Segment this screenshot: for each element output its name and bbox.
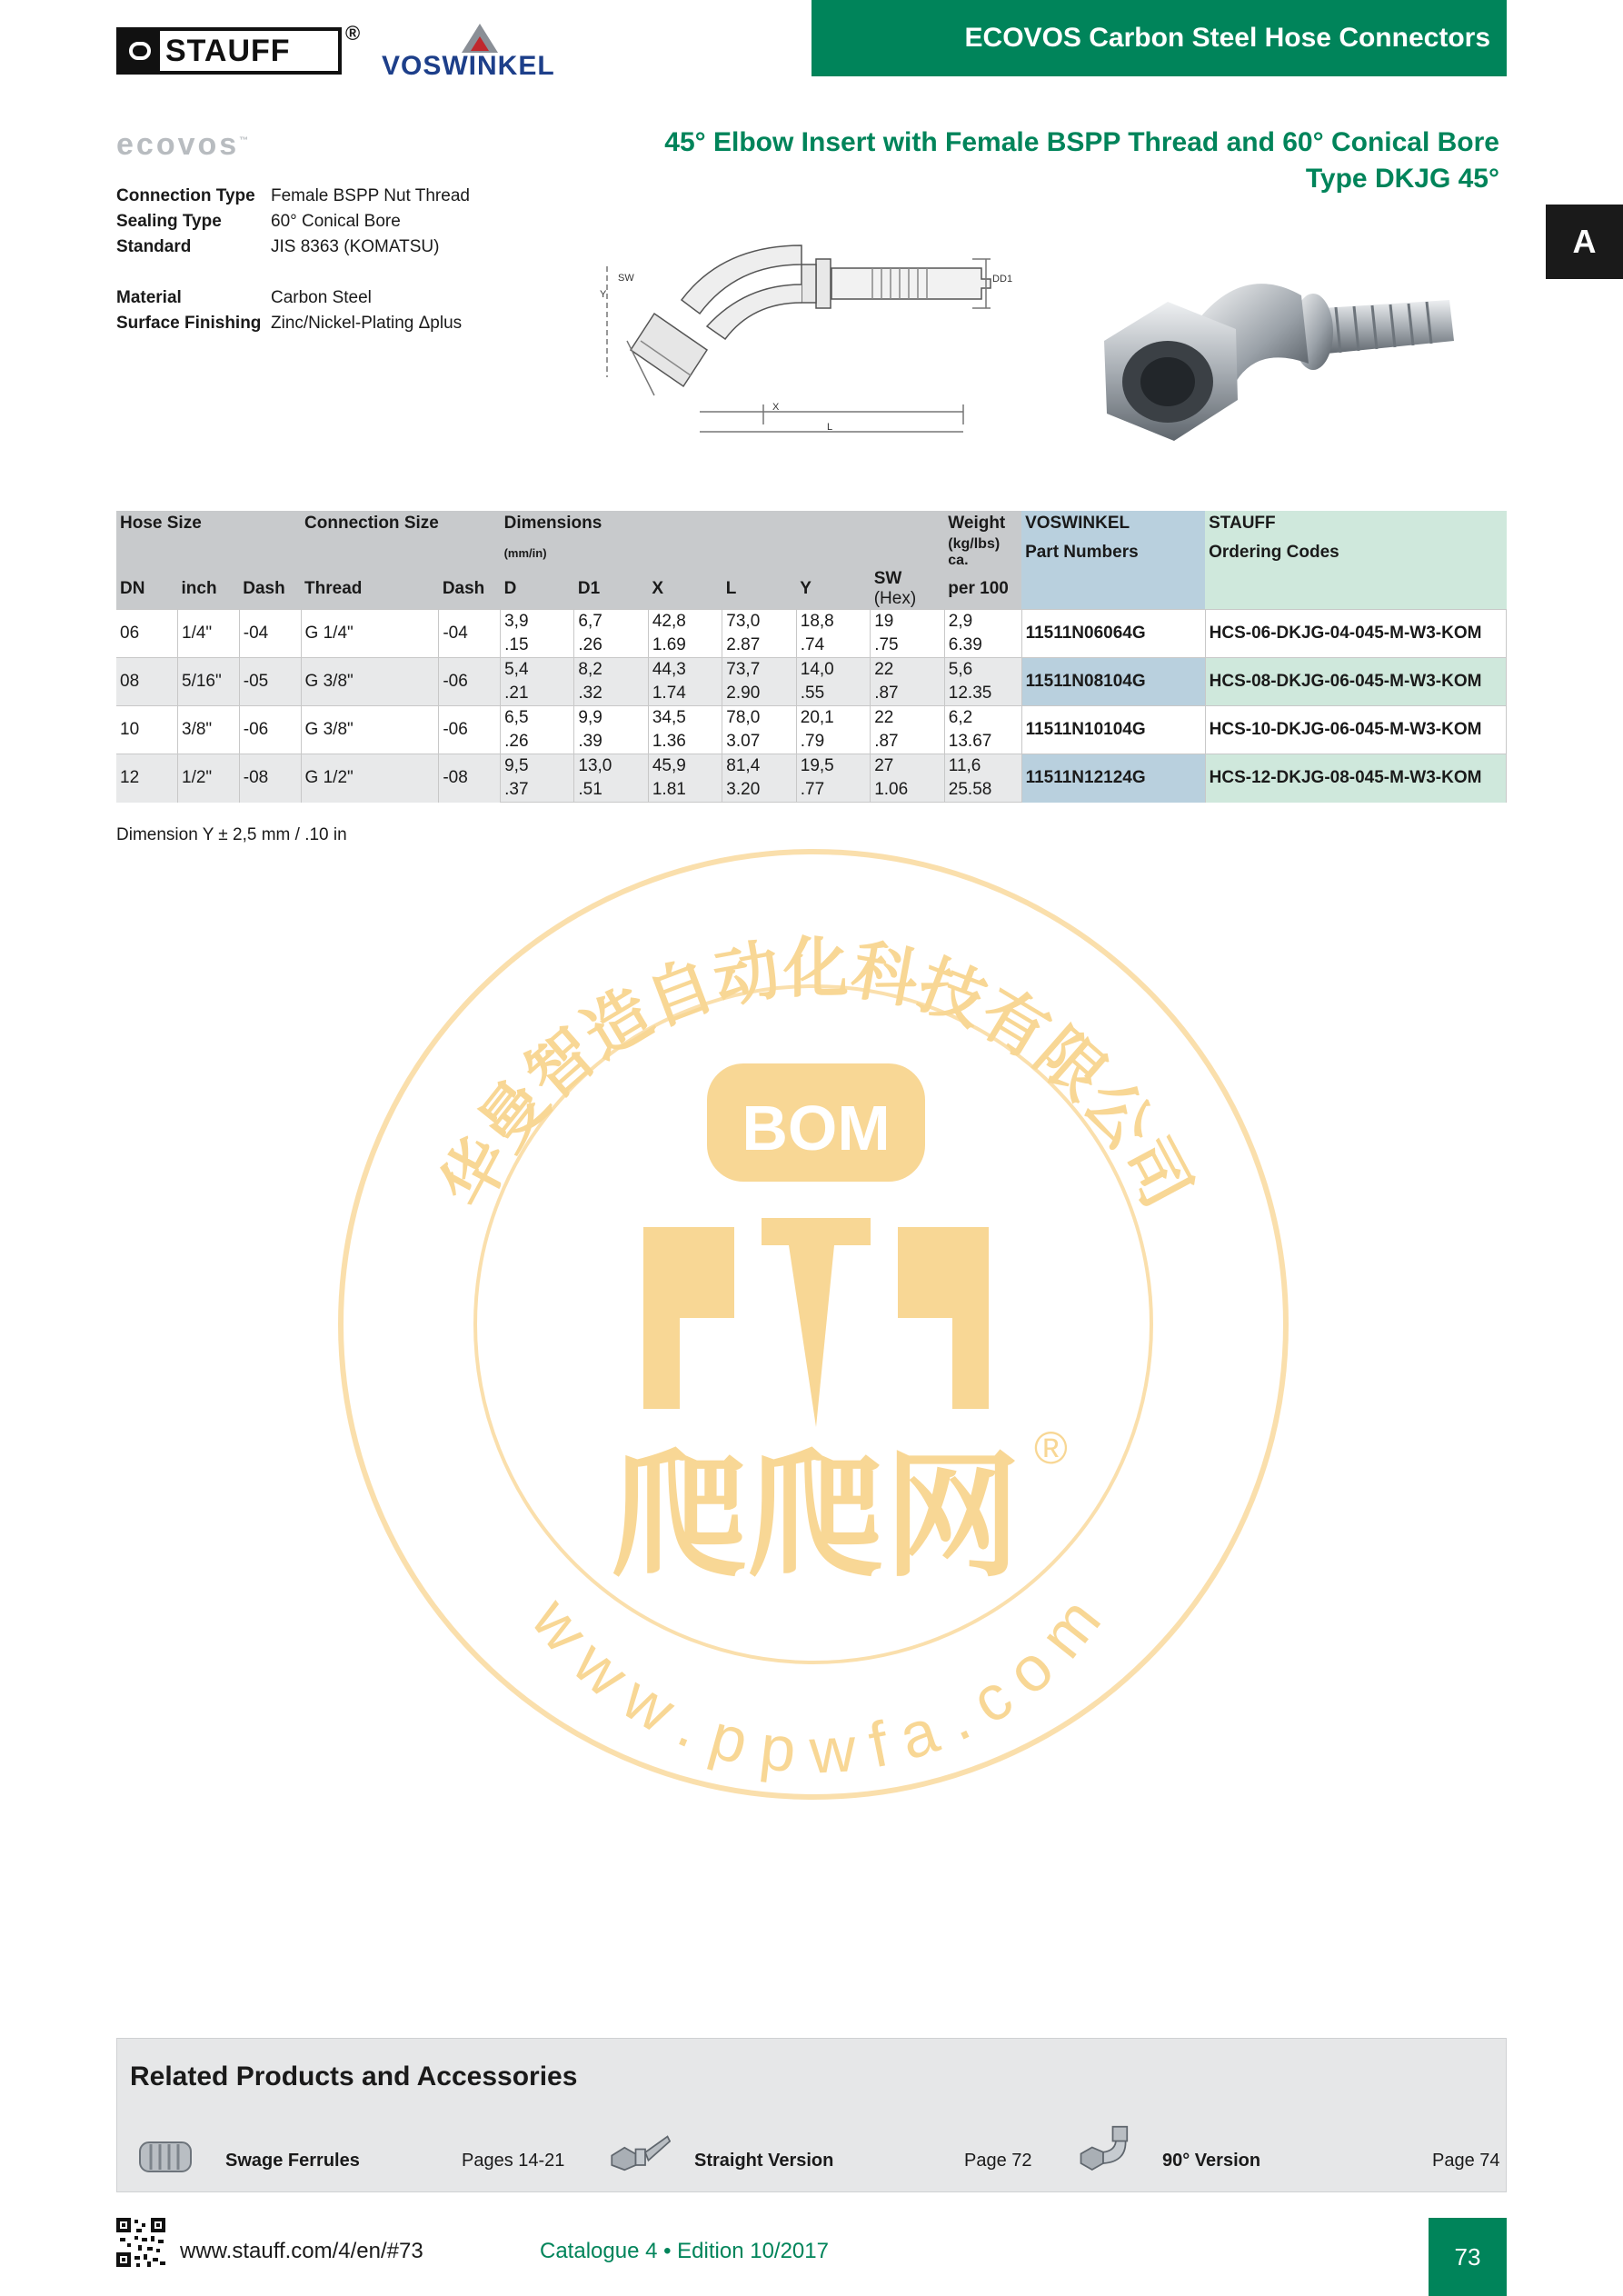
drawing-label-l: L [827, 422, 833, 433]
header-banner: ECOVOS Carbon Steel Hose Connectors [812, 0, 1507, 76]
cell-d1-mm: 6,7 [574, 610, 648, 634]
cell-sw-mm: 27 [871, 754, 945, 779]
ecovos-logo: ecovos™ [116, 127, 252, 162]
col-thread: Thread [301, 569, 439, 610]
col-d: D [501, 569, 574, 610]
cell-y-in: .55 [796, 682, 870, 706]
header-stauff: STAUFF [1205, 511, 1506, 536]
cell-y-mm: 20,1 [796, 706, 870, 731]
cell-d-in: .37 [501, 778, 574, 803]
watermark [334, 845, 1292, 1803]
drawing-label-d1: D1 [1000, 274, 1013, 285]
related-item-page[interactable]: Pages 14-21 [462, 2151, 565, 2171]
col-connection-dash: Dash [439, 569, 501, 610]
ecovos-logo-text: ecovos [116, 127, 240, 162]
cell-weight-kg: 6,2 [944, 706, 1021, 731]
ninety-version-thumb-icon[interactable] [1078, 2125, 1141, 2176]
cell-dn: 10 [116, 706, 178, 754]
col-d1: D1 [574, 569, 648, 610]
cell-thread: G 3/8" [301, 706, 439, 754]
cell-x-mm: 42,8 [648, 610, 722, 634]
registered-mark: ® [345, 22, 361, 45]
spec-row [116, 237, 439, 257]
header-connection-size: Connection Size [301, 511, 501, 536]
technical-drawing [600, 214, 1018, 441]
cell-dn: 08 [116, 658, 178, 706]
watermark-brand: 爬爬网 [611, 1438, 1021, 1596]
cell-weight-lbs: 13.67 [944, 730, 1021, 754]
cell-l-in: 3.20 [722, 778, 796, 803]
cell-l-mm: 73,7 [722, 658, 796, 683]
cell-l-mm: 78,0 [722, 706, 796, 731]
stauff-logo-text: STAUFF [165, 33, 291, 68]
cell-inch: 1/2" [178, 754, 240, 803]
cell-d-mm: 3,9 [501, 610, 574, 634]
footer-catalogue: Catalogue 4 • Edition 10/2017 [540, 2239, 829, 2263]
stauff-logo [116, 27, 342, 75]
cell-weight-kg: 11,6 [944, 754, 1021, 779]
header-weight: Weight [944, 511, 1021, 536]
cell-stauff-code[interactable]: HCS-10-DKJG-06-045-M-W3-KOM [1205, 706, 1506, 754]
cell-dash: -04 [239, 610, 301, 658]
col-sw [871, 569, 945, 610]
cell-sw-mm: 19 [871, 610, 945, 634]
cell-y-in: .79 [796, 730, 870, 754]
product-type: Type DKJG 45° [1305, 164, 1499, 194]
table-row [116, 706, 1507, 731]
spec-label: Surface Finishing [116, 314, 262, 333]
drawing-label-x: X [772, 402, 780, 413]
section-tab[interactable]: A [1546, 205, 1623, 279]
cell-thread: G 1/2" [301, 754, 439, 803]
header-weight-unit: (kg/lbs) ca. [944, 536, 1021, 569]
qr-code-icon[interactable] [116, 2218, 165, 2267]
related-item-page[interactable]: Page 72 [964, 2151, 1032, 2171]
page-number: 73 [1429, 2218, 1507, 2296]
cell-weight-lbs: 12.35 [944, 682, 1021, 706]
spec-value: 60° Conical Bore [271, 212, 401, 231]
straight-version-thumb-icon[interactable] [607, 2127, 671, 2178]
header-stauff-sub: Ordering Codes [1205, 536, 1506, 569]
cell-stauff-code[interactable]: HCS-08-DKJG-06-045-M-W3-KOM [1205, 658, 1506, 706]
cell-d1-mm: 13,0 [574, 754, 648, 779]
cell-connection-dash: -06 [439, 706, 501, 754]
spec-value: Carbon Steel [271, 288, 372, 307]
watermark-center-text: BOM [742, 1093, 891, 1163]
cell-voswinkel-part[interactable]: 11511N08104G [1021, 658, 1205, 706]
header-dimensions: Dimensions [501, 511, 945, 536]
cell-x-in: 1.69 [648, 634, 722, 658]
cell-x-mm: 45,9 [648, 754, 722, 779]
cell-d-mm: 5,4 [501, 658, 574, 683]
spec-row [116, 314, 462, 334]
table-row [116, 658, 1507, 683]
cell-d1-in: .39 [574, 730, 648, 754]
voswinkel-accent-icon [471, 36, 489, 51]
spec-label: Standard [116, 237, 192, 256]
header-voswinkel: VOSWINKEL [1021, 511, 1205, 536]
spec-value: Zinc/Nickel-Plating Δplus [271, 314, 463, 333]
cell-voswinkel-part[interactable]: 11511N10104G [1021, 706, 1205, 754]
cell-weight-kg: 2,9 [944, 610, 1021, 634]
table-row [116, 754, 1507, 779]
voswinkel-logo [382, 24, 573, 81]
cell-d1-mm: 8,2 [574, 658, 648, 683]
cell-l-in: 3.07 [722, 730, 796, 754]
cell-l-mm: 81,4 [722, 754, 796, 779]
cell-connection-dash: -06 [439, 658, 501, 706]
col-dash: Dash [239, 569, 301, 610]
related-products-title: Related Products and Accessories [130, 2061, 578, 2091]
cell-d1-in: .51 [574, 778, 648, 803]
cell-weight-kg: 5,6 [944, 658, 1021, 683]
header-dimensions-unit: (mm/in) [501, 536, 945, 569]
cell-connection-dash: -08 [439, 754, 501, 803]
cell-y-in: .74 [796, 634, 870, 658]
cell-inch: 1/4" [178, 610, 240, 658]
drawing-label-sw: SW [618, 273, 634, 284]
cell-dash: -08 [239, 754, 301, 803]
cell-d-in: .26 [501, 730, 574, 754]
cell-x-mm: 34,5 [648, 706, 722, 731]
cell-y-mm: 14,0 [796, 658, 870, 683]
cell-stauff-code[interactable]: HCS-12-DKJG-08-045-M-W3-KOM [1205, 754, 1506, 803]
drawing-label-d: D [992, 274, 1000, 285]
header-voswinkel-sub: Part Numbers [1021, 536, 1205, 569]
cell-d-mm: 6,5 [501, 706, 574, 731]
cell-dash: -06 [239, 706, 301, 754]
header-hose-size: Hose Size [116, 511, 301, 536]
voswinkel-logo-text: VOSWINKEL [382, 51, 555, 81]
cell-sw-in: .87 [871, 682, 945, 706]
watermark-url: w w w . p p w f a . c o m [518, 1584, 1114, 1787]
dimension-footnote: Dimension Y ± 2,5 mm / .10 in [116, 825, 347, 844]
col-sw-label: SW [873, 569, 902, 588]
cell-y-mm: 18,8 [796, 610, 870, 634]
cell-d-in: .15 [501, 634, 574, 658]
cell-thread: G 1/4" [301, 610, 439, 658]
cell-sw-in: .87 [871, 730, 945, 754]
cell-dash: -05 [239, 658, 301, 706]
cell-d1-in: .26 [574, 634, 648, 658]
cell-sw-in: .75 [871, 634, 945, 658]
col-per100: per 100 [944, 569, 1021, 610]
related-item-page[interactable]: Page 74 [1432, 2151, 1500, 2171]
swage-ferrule-thumb-icon[interactable] [134, 2131, 198, 2182]
cell-sw-in: 1.06 [871, 778, 945, 803]
table-row [116, 610, 1507, 634]
spec-row [116, 212, 401, 232]
spec-label: Sealing Type [116, 212, 222, 231]
watermark-arc-text: 华曼智造自动化科技有限公司 [426, 930, 1206, 1220]
cell-dn: 06 [116, 610, 178, 658]
cell-stauff-code[interactable]: HCS-06-DKJG-04-045-M-W3-KOM [1205, 610, 1506, 658]
cell-thread: G 3/8" [301, 658, 439, 706]
related-item-label[interactable]: Swage Ferrules [225, 2151, 360, 2171]
watermark-reg: ® [1034, 1423, 1068, 1473]
cell-l-in: 2.90 [722, 682, 796, 706]
cell-d1-mm: 9,9 [574, 706, 648, 731]
cell-l-mm: 73,0 [722, 610, 796, 634]
cell-weight-lbs: 6.39 [944, 634, 1021, 658]
cell-x-mm: 44,3 [648, 658, 722, 683]
cell-sw-mm: 22 [871, 658, 945, 683]
spec-value: JIS 8363 (KOMATSU) [271, 237, 440, 256]
cell-connection-dash: -04 [439, 610, 501, 658]
product-photo [1090, 245, 1472, 464]
col-dn: DN [116, 569, 178, 610]
cell-l-in: 2.87 [722, 634, 796, 658]
col-x: X [648, 569, 722, 610]
cell-inch: 5/16" [178, 658, 240, 706]
cell-d-mm: 9,5 [501, 754, 574, 779]
cell-voswinkel-part[interactable]: 11511N06064G [1021, 610, 1205, 658]
dimensions-table [116, 511, 1507, 803]
col-inch: inch [178, 569, 240, 610]
col-sw-note: (Hex) [873, 589, 917, 608]
col-l: L [722, 569, 796, 610]
related-item-label[interactable]: 90° Version [1162, 2151, 1261, 2171]
spec-value: Female BSPP Nut Thread [271, 186, 470, 205]
cell-weight-lbs: 25.58 [944, 778, 1021, 803]
col-y: Y [796, 569, 870, 610]
cell-sw-mm: 22 [871, 706, 945, 731]
cell-inch: 3/8" [178, 706, 240, 754]
product-title: 45° Elbow Insert with Female BSPP Thread and 60° Conical Bore [664, 127, 1499, 157]
cell-d1-in: .32 [574, 682, 648, 706]
cell-y-mm: 19,5 [796, 754, 870, 779]
spec-label: Connection Type [116, 186, 255, 205]
cell-y-in: .77 [796, 778, 870, 803]
related-item-label[interactable]: Straight Version [694, 2151, 834, 2171]
cell-x-in: 1.36 [648, 730, 722, 754]
footer-url-link[interactable]: www.stauff.com/4/en/#73 [180, 2239, 423, 2263]
cell-x-in: 1.74 [648, 682, 722, 706]
cell-x-in: 1.81 [648, 778, 722, 803]
cell-dn: 12 [116, 754, 178, 803]
spec-row [116, 288, 372, 308]
cell-d-in: .21 [501, 682, 574, 706]
spec-row [116, 186, 470, 206]
spec-label: Material [116, 288, 182, 307]
cell-voswinkel-part[interactable]: 11511N12124G [1021, 754, 1205, 803]
stauff-logo-mark-icon [120, 31, 160, 71]
drawing-label-y: Y [600, 289, 607, 300]
